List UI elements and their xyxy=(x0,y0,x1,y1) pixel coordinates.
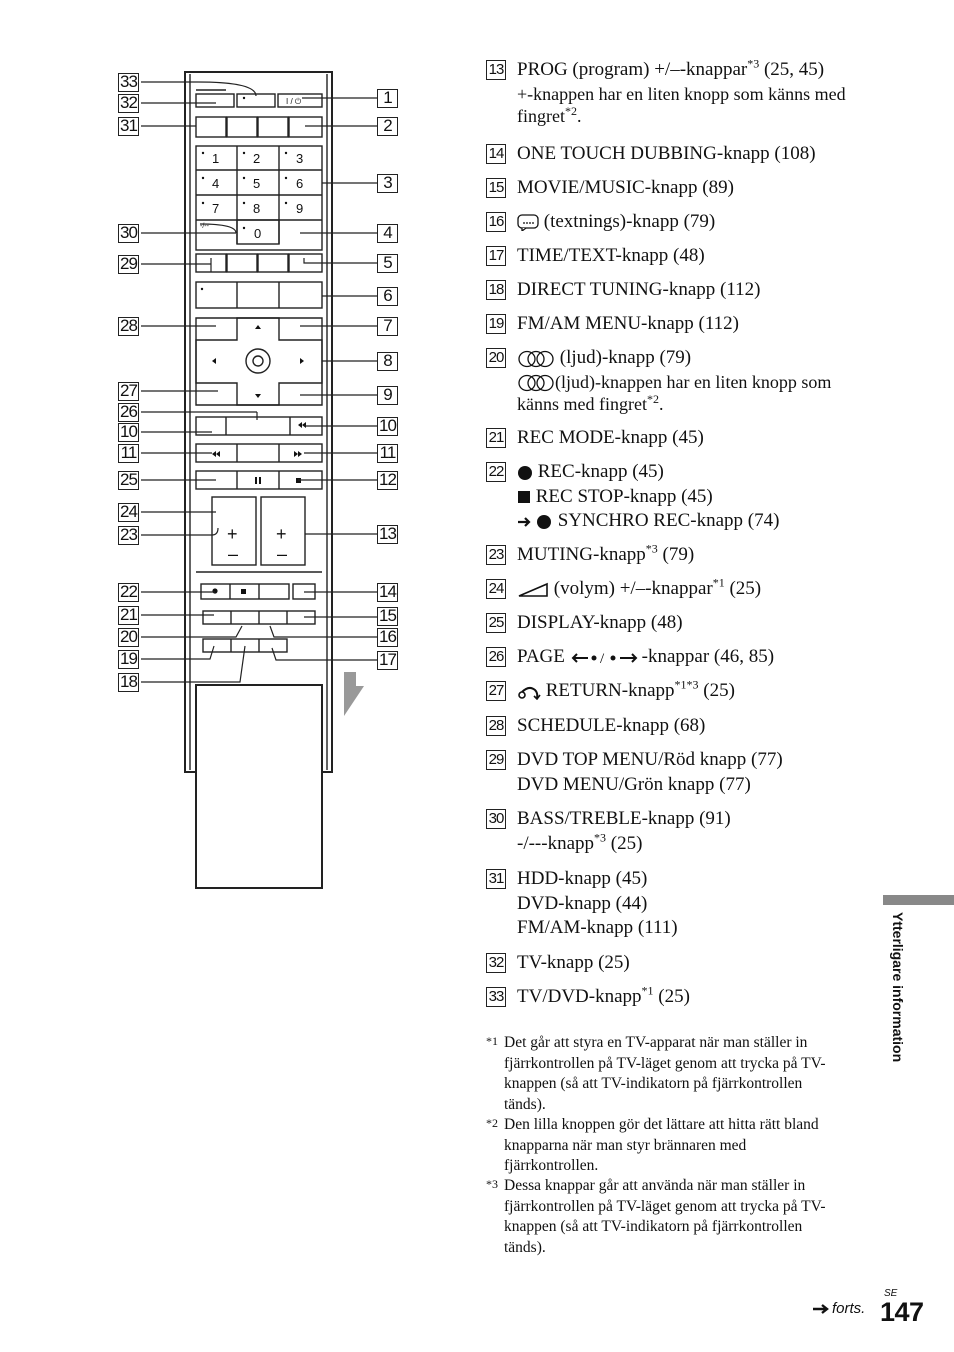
item-25 xyxy=(486,611,876,636)
footnote-ref: *3 xyxy=(747,56,760,71)
continued-note xyxy=(812,1300,865,1317)
item-number: 24 xyxy=(486,579,506,599)
footnote-ref: *3 xyxy=(645,541,658,556)
arrow-right-icon xyxy=(812,1303,832,1315)
callout-right-5: 5 xyxy=(377,254,398,273)
digit-2: 2 xyxy=(253,151,261,166)
callout-right-6: 6 xyxy=(377,287,398,306)
item-number: 21 xyxy=(486,428,506,448)
callout-right-13: 13 xyxy=(377,525,398,544)
item-number: 29 xyxy=(486,750,506,770)
callout-right-3: 3 xyxy=(377,174,398,193)
item-24 xyxy=(486,577,876,602)
item-text: PROG (program) +/–-knappar xyxy=(517,59,748,80)
item-text: MOVIE/MUSIC-knapp (89) xyxy=(517,177,734,198)
digit-8: 8 xyxy=(253,201,261,216)
callout-left-18: 18 xyxy=(118,673,139,692)
item-number: 28 xyxy=(486,716,506,736)
item-number: 19 xyxy=(486,314,506,334)
callout-left-11: 11 xyxy=(118,444,139,463)
digit-9: 9 xyxy=(296,201,304,216)
footnote-2 xyxy=(486,1115,866,1177)
callout-right-16: 16 xyxy=(377,628,398,647)
prog-minus: – xyxy=(277,544,288,564)
item-subtext: fingret xyxy=(517,105,565,126)
item-27 xyxy=(486,679,876,704)
dash-label: -/-- xyxy=(200,223,209,230)
item-text: SYNCHRO REC-knapp (74) xyxy=(557,510,780,531)
item-text: FM/AM MENU-knapp (112) xyxy=(517,313,740,334)
item-text: DVD MENU/Grön knapp (77) xyxy=(517,773,751,795)
item-text: (ljud)-knapp (79) xyxy=(559,347,692,368)
footnote-ref: *2 xyxy=(646,391,659,406)
item-tail: (25) xyxy=(698,680,735,701)
footnote-ref: *3 xyxy=(594,830,607,845)
callout-right-10: 10 xyxy=(377,417,398,436)
footnote-line: tänds). xyxy=(504,1095,546,1113)
item-number: 17 xyxy=(486,246,506,266)
item-number: 18 xyxy=(486,280,506,300)
item-text: (textnings)-knapp (79) xyxy=(539,211,716,232)
digit-5: 5 xyxy=(253,176,261,191)
footnote-line: knappen (så att TV-indikatorn på fjärrkontrollen xyxy=(504,1218,803,1235)
item-text: DIRECT TUNING-knapp (112) xyxy=(517,279,761,300)
callout-left-28: 28 xyxy=(118,317,139,336)
digit-0: 0 xyxy=(254,226,262,241)
item-text: TV-knapp (25) xyxy=(517,952,630,973)
item-21 xyxy=(486,426,876,451)
volume-wedge-icon xyxy=(517,582,549,598)
callout-right-15: 15 xyxy=(377,607,398,626)
footnote-ref: *2 xyxy=(564,103,577,118)
item-22 xyxy=(486,460,876,534)
footnote-line: Den lilla knoppen gör det lättare att hitta rätt bland xyxy=(504,1116,819,1133)
item-text: TIME/TEXT-knapp (48) xyxy=(517,245,705,266)
callout-right-8: 8 xyxy=(377,352,398,371)
item-text: DISPLAY-knapp (48) xyxy=(517,612,683,633)
continued-text: forts. xyxy=(832,1300,866,1317)
section-tab-bar xyxy=(883,895,954,905)
rec-dot-icon xyxy=(517,465,533,481)
item-subtext: känns med fingret xyxy=(517,393,647,414)
item-text: MUTING-knapp xyxy=(517,544,646,565)
footnote-line: Dessa knappar går att använda när man ställer in xyxy=(504,1177,806,1194)
footnote-mark: *1 xyxy=(486,1034,498,1048)
item-18 xyxy=(486,278,876,303)
vol-plus: + xyxy=(227,524,238,544)
item-26 xyxy=(486,645,876,670)
callout-left-29: 29 xyxy=(118,255,139,274)
item-32 xyxy=(486,951,876,976)
item-subtext: (ljud)-knappen har en liten knopp som xyxy=(555,371,832,392)
footnote-ref: *1 xyxy=(641,983,654,998)
item-tail: (25) xyxy=(653,986,690,1007)
callout-left-22: 22 xyxy=(118,583,139,602)
callout-left-25: 25 xyxy=(118,471,139,490)
item-text: HDD-knapp (45) xyxy=(517,868,648,889)
item-number: 25 xyxy=(486,613,506,633)
footnote-line: knapparna när man styr brännaren med xyxy=(504,1136,747,1154)
callout-right-2: 2 xyxy=(377,117,398,136)
item-number: 23 xyxy=(486,545,506,565)
item-19 xyxy=(486,312,876,337)
callout-right-4: 4 xyxy=(377,224,398,243)
item-number: 31 xyxy=(486,869,506,889)
footnote-line: tänds). xyxy=(504,1238,546,1256)
callout-left-23: 23 xyxy=(118,526,139,545)
callout-left-32: 32 xyxy=(118,94,139,113)
footnote-line: knappen (så att TV-indikatorn på fjärrkontrollen xyxy=(504,1075,803,1092)
footnote-mark: *2 xyxy=(486,1116,498,1130)
section-tab-text: Ytterligare information xyxy=(890,912,906,1063)
item-number: 14 xyxy=(486,144,506,164)
item-text: REC-knapp (45) xyxy=(537,461,664,482)
item-text: SCHEDULE-knapp (68) xyxy=(517,715,706,736)
item-number: 20 xyxy=(486,348,506,368)
page-arrows-icon xyxy=(570,650,642,666)
subtitle-icon xyxy=(517,214,539,231)
item-17 xyxy=(486,244,876,269)
item-number: 33 xyxy=(486,987,506,1007)
item-number: 32 xyxy=(486,953,506,973)
item-tail: (79) xyxy=(657,544,695,565)
callout-left-24: 24 xyxy=(118,503,139,522)
footnote-ref: *1*3 xyxy=(674,677,699,692)
digit-4: 4 xyxy=(212,176,220,191)
callout-right-7: 7 xyxy=(377,317,398,336)
footnote-line: fjärrkontrollen på TV-läget genom att trycka på TV- xyxy=(504,1197,826,1215)
prog-plus: + xyxy=(276,524,287,544)
item-15 xyxy=(486,176,876,201)
callout-right-14: 14 xyxy=(377,583,398,602)
digit-3: 3 xyxy=(296,151,304,166)
callout-right-11: 11 xyxy=(377,444,398,463)
item-tail: (25) xyxy=(606,832,643,854)
section-tab-label xyxy=(886,912,908,1087)
callout-left-26: 26 xyxy=(118,403,139,422)
item-text: DVD TOP MENU/Röd knapp (77) xyxy=(517,749,783,770)
footnote-mark: *3 xyxy=(486,1177,498,1191)
item-tail: (25, 45) xyxy=(759,59,825,80)
callout-left-33: 33 xyxy=(118,73,139,92)
digit-6: 6 xyxy=(296,176,304,191)
power-label: I / ⏻ xyxy=(286,97,302,106)
item-28 xyxy=(486,714,876,739)
item-30 xyxy=(486,807,876,856)
item-text: FM/AM-knapp (111) xyxy=(517,917,678,938)
callout-right-1: 1 xyxy=(377,89,398,108)
callout-left-21: 21 xyxy=(118,606,139,625)
callout-left-30: 30 xyxy=(118,224,139,243)
item-31 xyxy=(486,867,876,941)
footnote-line: fjärrkontrollen. xyxy=(504,1157,599,1174)
item-14 xyxy=(486,142,876,167)
callout-right-9: 9 xyxy=(377,386,398,405)
digit-7: 7 xyxy=(212,201,220,216)
item-tail: (25) xyxy=(724,578,762,599)
footnote-1 xyxy=(486,1033,866,1115)
item-number: 30 xyxy=(486,809,506,829)
footnote-line: fjärrkontrollen på TV-läget genom att trycka på TV- xyxy=(504,1054,826,1072)
item-number: 22 xyxy=(486,462,506,482)
audio-icon xyxy=(517,350,555,368)
item-text: REC MODE-knapp (45) xyxy=(517,427,704,448)
callout-left-19: 19 xyxy=(118,650,139,669)
item-text: RETURN-knapp xyxy=(541,680,675,701)
callout-left-31: 31 xyxy=(118,117,139,136)
footnote-line: Det går att styra en TV-apparat när man ställer in xyxy=(504,1034,808,1051)
item-tail: . xyxy=(658,393,664,414)
callout-left-10: 10 xyxy=(118,423,139,442)
vol-minus: – xyxy=(228,544,239,564)
item-16 xyxy=(486,210,876,235)
item-number: 13 xyxy=(486,60,506,80)
item-text: BASS/TREBLE-knapp (91) xyxy=(517,808,731,829)
page-number: 147 xyxy=(880,1297,924,1327)
item-number: 15 xyxy=(486,178,506,198)
item-tail: -knappar (46, 85) xyxy=(641,646,775,667)
item-number: 26 xyxy=(486,647,506,667)
item-number: 16 xyxy=(486,212,506,232)
footnote-ref: *1 xyxy=(712,575,725,590)
item-text: PAGE xyxy=(517,646,565,667)
callout-left-27: 27 xyxy=(118,382,139,401)
audio-icon xyxy=(517,374,555,392)
footnote-3 xyxy=(486,1176,866,1258)
item-text: (volym) +/–-knappar xyxy=(549,578,713,599)
item-20 xyxy=(486,346,876,415)
item-tail: . xyxy=(576,105,582,126)
callout-left-20: 20 xyxy=(118,628,139,647)
language-code: SE xyxy=(884,1288,898,1299)
item-23 xyxy=(486,543,876,568)
item-13 xyxy=(486,58,876,127)
item-text: TV/DVD-knapp xyxy=(517,986,642,1007)
svg-text:/: / xyxy=(599,650,604,666)
callout-right-17: 17 xyxy=(377,651,398,670)
item-text: DVD-knapp (44) xyxy=(517,892,648,914)
item-text: -/---knapp xyxy=(517,832,595,854)
item-33 xyxy=(486,985,876,1010)
digit-1: 1 xyxy=(212,151,220,166)
synchro-arrow-icon xyxy=(517,514,553,530)
item-subtext: +-knappen har en liten knopp som känns med xyxy=(517,83,846,104)
callout-right-12: 12 xyxy=(377,471,398,490)
stop-square-icon xyxy=(517,490,531,504)
item-number: 27 xyxy=(486,681,506,701)
return-icon xyxy=(517,684,541,700)
item-text: ONE TOUCH DUBBING-knapp (108) xyxy=(517,143,816,164)
item-text: REC STOP-knapp (45) xyxy=(535,485,713,507)
item-29 xyxy=(486,748,876,797)
